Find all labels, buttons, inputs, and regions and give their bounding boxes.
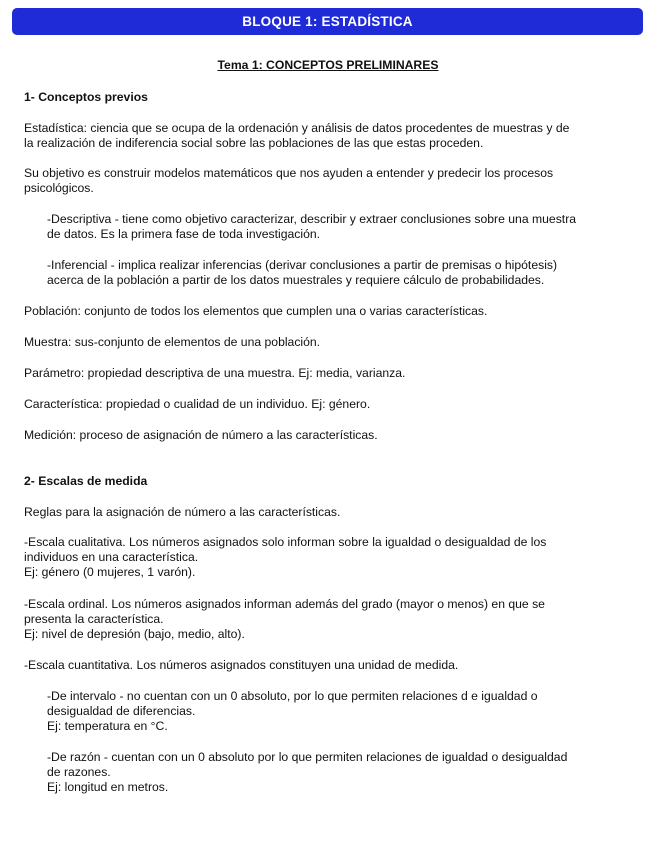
banner-title: BLOQUE 1: ESTADÍSTICA bbox=[242, 14, 413, 29]
text-line: la realización de indiferencia social sobre las poblaciones de las que estas proceden. bbox=[24, 136, 484, 150]
text-line: individuos en una característica. bbox=[24, 550, 199, 564]
item-razon bbox=[47, 750, 637, 795]
text-line: psicológicos. bbox=[24, 181, 94, 195]
definition-caracteristica: Característica: propiedad o cualidad de un individuo. Ej: género. bbox=[24, 397, 371, 411]
definition-medicion: Medición: proceso de asignación de número a las características. bbox=[24, 428, 378, 442]
definition-poblacion: Población: conjunto de todos los elementos que cumplen una o varias características. bbox=[24, 304, 488, 318]
text-line: -De razón - cuentan con un 0 absoluto por lo que permiten relaciones de igualdad o desigualdad bbox=[47, 750, 568, 764]
item-inferencial bbox=[47, 258, 637, 288]
text-line: -Inferencial - implica realizar inferencias (derivar conclusiones a partir de premisas o hipótesis) bbox=[47, 258, 558, 272]
text-line: -Escala ordinal. Los números asignados informan además del grado (mayor o menos) en que se bbox=[24, 597, 545, 611]
item-escala-cuantitativa: -Escala cuantitativa. Los números asignados constituyen una unidad de medida. bbox=[24, 658, 459, 672]
text-line: Su objetivo es construir modelos matemáticos que nos ayuden a entender y predecir los procesos bbox=[24, 166, 554, 180]
text-line: desigualdad de diferencias. bbox=[47, 704, 196, 718]
item-intervalo bbox=[47, 689, 637, 734]
text-line: -Descriptiva - tiene como objetivo caracterizar, describir y extraer conclusiones sobre una muestra bbox=[47, 212, 577, 226]
text-line: Estadística: ciencia que se ocupa de la ordenación y análisis de datos procedentes de muestras y de bbox=[24, 121, 570, 135]
text-line: presenta la característica. bbox=[24, 612, 164, 626]
section-2-heading: 2- Escalas de medida bbox=[24, 474, 148, 488]
text-line: Ej: nivel de depresión (bajo, medio, alto). bbox=[24, 627, 245, 641]
section-1-heading: 1- Conceptos previos bbox=[24, 90, 148, 104]
text-line: de datos. Es la primera fase de toda investigación. bbox=[47, 227, 321, 241]
paragraph-objetivo bbox=[24, 166, 636, 196]
item-descriptiva bbox=[47, 212, 637, 242]
text-line: -De intervalo - no cuentan con un 0 absoluto, por lo que permiten relaciones d e igualdad o bbox=[47, 689, 538, 703]
topic-title: Tema 1: CONCEPTOS PRELIMINARES bbox=[217, 58, 439, 72]
paragraph-reglas: Reglas para la asignación de número a las características. bbox=[24, 505, 341, 519]
text-line: Ej: temperatura en °C. bbox=[47, 719, 168, 733]
item-escala-cualitativa bbox=[24, 535, 636, 580]
text-line: -Escala cualitativa. Los números asignados solo informan sobre la igualdad o desigualdad de los bbox=[24, 535, 547, 549]
text-line: Ej: longitud en metros. bbox=[47, 780, 169, 794]
paragraph-estadistica bbox=[24, 121, 636, 151]
page-banner bbox=[12, 8, 643, 35]
definition-parametro: Parámetro: propiedad descriptiva de una muestra. Ej: media, varianza. bbox=[24, 366, 406, 380]
definition-muestra: Muestra: sus-conjunto de elementos de una población. bbox=[24, 335, 321, 349]
item-escala-ordinal bbox=[24, 597, 636, 642]
text-line: Ej: género (0 mujeres, 1 varón). bbox=[24, 565, 196, 579]
text-line: acerca de la población a partir de los datos muestrales y requiere cálculo de probabilidades. bbox=[47, 273, 545, 287]
text-line: de razones. bbox=[47, 765, 111, 779]
